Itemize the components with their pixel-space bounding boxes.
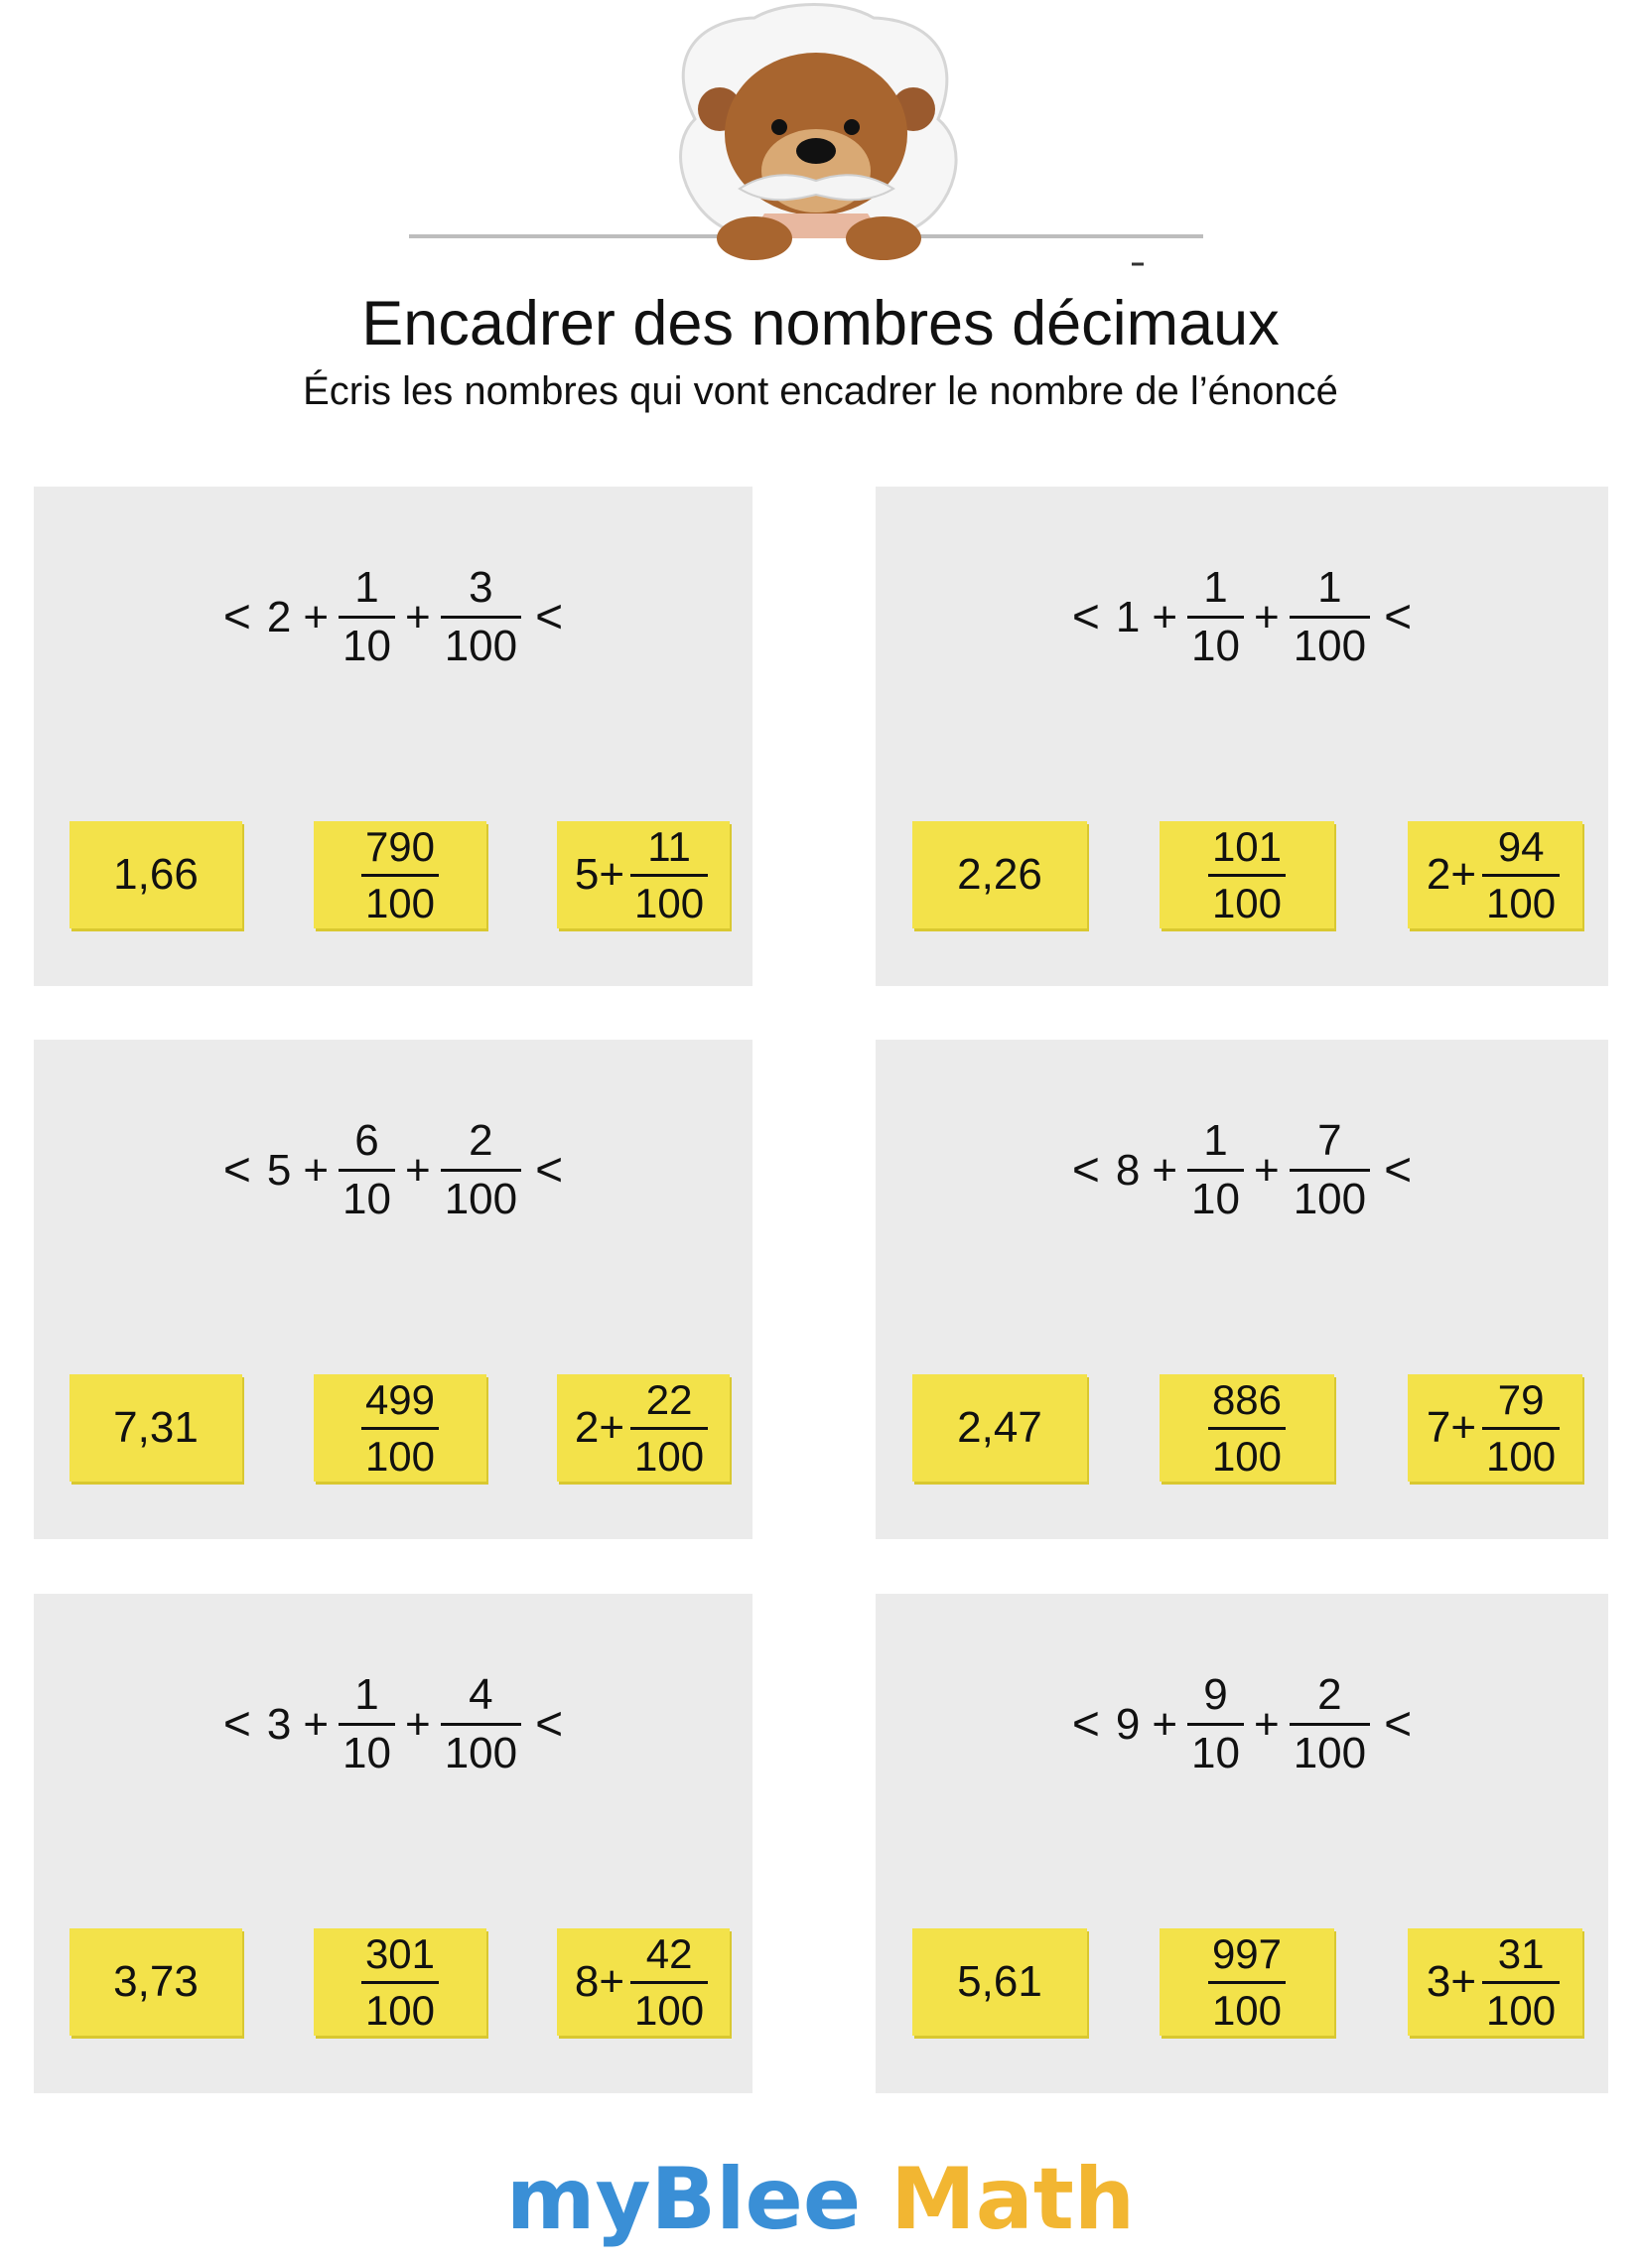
hundredths-fraction [441,563,521,670]
fraction [361,822,439,926]
fraction-numerator: 4 [469,1670,493,1719]
fraction-denominator: 100 [1208,1981,1286,2032]
less-than-sign-right: < [1384,1144,1413,1197]
plus-sign: + [1254,1145,1280,1195]
hundredths-fraction [441,1116,521,1223]
fraction [630,1375,708,1480]
fraction-numerator: 790 [364,822,436,870]
fraction-denominator: 100 [1482,1981,1560,2032]
decimal-value: 2,47 [957,1403,1042,1452]
fraction-denominator: 100 [361,1981,439,2032]
answer-tile[interactable] [69,1928,242,2036]
answer-tile[interactable] [314,1374,486,1482]
whole-part: 2+ [574,1403,625,1452]
number-expression [34,1116,752,1223]
fraction-denominator: 100 [441,616,521,668]
fraction [361,1375,439,1480]
decimal-value: 2,26 [957,850,1042,899]
number-expression [876,1116,1608,1223]
plus-sign: + [405,592,431,641]
less-than-sign-left: < [222,591,251,643]
less-than-sign-right: < [535,1144,564,1197]
fraction-denominator: 10 [1187,1723,1244,1775]
fraction-numerator: 101 [1211,822,1283,870]
answer-tile[interactable] [1160,1374,1334,1482]
answer-tile[interactable] [912,1374,1087,1482]
decimal-value: 5,61 [957,1957,1042,2006]
less-than-sign-right: < [1384,591,1413,643]
plus-sign: + [1152,592,1178,641]
answer-tile[interactable] [69,821,242,928]
fraction-denominator: 100 [630,1427,708,1478]
fraction [1482,1375,1560,1480]
less-than-sign-left: < [222,1698,251,1751]
less-than-sign-left: < [1071,1698,1100,1751]
fraction-denominator: 100 [1290,1723,1370,1775]
fraction-numerator: 79 [1497,1375,1545,1423]
answer-tile[interactable] [557,1374,730,1482]
whole-part: 1 [1115,592,1141,641]
fraction [361,1929,439,2034]
answer-tile[interactable] [557,1928,730,2036]
fraction-numerator: 1 [354,563,379,612]
less-than-sign-right: < [1384,1698,1413,1751]
tenths-fraction [339,1116,395,1223]
fraction-numerator: 1 [1203,1116,1228,1165]
fraction-denominator: 100 [1208,1427,1286,1478]
exercise-card [34,487,752,986]
decimal-value: 3,73 [113,1957,199,2006]
fraction-denominator: 10 [339,1723,395,1775]
plus-sign: + [1152,1145,1178,1195]
fraction-numerator: 7 [1317,1116,1342,1165]
page-subtitle: Écris les nombres qui vont encadrer le nombre de l’énoncé [303,369,1338,413]
whole-part: 2 [266,592,292,641]
hundredths-fraction [1290,563,1370,670]
answer-tiles [34,821,752,932]
fraction-numerator: 886 [1211,1375,1283,1423]
tenths-fraction [339,1670,395,1777]
fraction-numerator: 6 [354,1116,379,1165]
whole-part: 3 [266,1699,292,1749]
fraction-numerator: 499 [364,1375,436,1423]
answer-tiles [876,1928,1608,2040]
whole-part: 8+ [574,1957,625,2006]
answer-tile[interactable] [912,821,1087,928]
fraction [1482,822,1560,926]
less-than-sign-right: < [535,591,564,643]
whole-part: 8 [1115,1145,1141,1195]
whole-part: 3+ [1426,1957,1477,2006]
fraction-denominator: 10 [339,616,395,668]
fraction-numerator: 11 [647,822,691,870]
fraction-denominator: 100 [1482,1427,1560,1478]
myblee-math-logo [0,2150,1641,2249]
fraction-numerator: 997 [1211,1929,1283,1977]
less-than-sign-left: < [222,1144,251,1197]
fraction [1482,1929,1560,2034]
answer-tile[interactable] [1408,1928,1582,2036]
tenths-fraction [1187,1116,1244,1223]
answer-tile[interactable] [557,821,730,928]
fraction-denominator: 100 [1208,874,1286,924]
fraction-denominator: 100 [361,874,439,924]
tenths-fraction [339,563,395,670]
whole-part: 7+ [1426,1403,1477,1452]
bear-mascot-illustration [397,0,1251,278]
decimal-value: 7,31 [113,1403,199,1452]
plus-sign: + [303,592,330,641]
whole-part: 9 [1115,1699,1141,1749]
exercise-card [876,1040,1608,1539]
fraction-numerator: 1 [1203,563,1228,612]
fraction-numerator: 2 [469,1116,493,1165]
fraction-numerator: 22 [645,1375,693,1423]
fraction [1208,1929,1286,2034]
logo-part-math: Math [890,2150,1136,2249]
answer-tile[interactable] [314,1928,486,2036]
number-expression [34,1670,752,1777]
fraction-denominator: 100 [441,1169,521,1221]
exercise-card [876,487,1608,986]
plus-sign: + [1152,1699,1178,1749]
tenths-fraction [1187,1670,1244,1777]
tenths-fraction [1187,563,1244,670]
plus-sign: + [303,1145,330,1195]
fraction-denominator: 10 [1187,616,1244,668]
page-title: Encadrer des nombres décimaux [361,289,1280,358]
fraction [630,1929,708,2034]
fraction-denominator: 100 [441,1723,521,1775]
less-than-sign-left: < [1071,591,1100,643]
less-than-sign-right: < [535,1698,564,1751]
plus-sign: + [405,1699,431,1749]
decimal-value: 1,66 [113,850,199,899]
fraction-denominator: 100 [361,1427,439,1478]
less-than-sign-left: < [1071,1144,1100,1197]
exercise-card [876,1594,1608,2093]
answer-tile[interactable] [69,1374,242,1482]
fraction-numerator: 42 [645,1929,693,1977]
plus-sign: + [405,1145,431,1195]
fraction-denominator: 100 [630,1981,708,2032]
exercise-card [34,1594,752,2093]
answer-tile[interactable] [912,1928,1087,2036]
number-expression [876,1670,1608,1777]
plus-sign: + [1254,1699,1280,1749]
fraction-numerator: 3 [469,563,493,612]
fraction-denominator: 100 [1482,874,1560,924]
answer-tiles [876,1374,1608,1486]
answer-tiles [34,1928,752,2040]
fraction-numerator: 2 [1317,1670,1342,1719]
fraction [1208,1375,1286,1480]
answer-tiles [34,1374,752,1486]
fraction-denominator: 10 [339,1169,395,1221]
whole-part: 2+ [1426,850,1477,899]
answer-tile[interactable] [1160,1928,1334,2036]
plus-sign: + [303,1699,330,1749]
whole-part: 5 [266,1145,292,1195]
fraction [1208,822,1286,926]
number-expression [876,563,1608,670]
answer-tile[interactable] [1408,821,1582,928]
fraction-numerator: 301 [364,1929,436,1977]
fraction-numerator: 1 [354,1670,379,1719]
fraction-numerator: 31 [1497,1929,1545,1977]
answer-tile[interactable] [1408,1374,1582,1482]
fraction [630,822,708,926]
answer-tile[interactable] [1160,821,1334,928]
fraction-numerator: 9 [1203,1670,1228,1719]
fraction-denominator: 100 [630,874,708,924]
logo-part-myblee: myBlee [505,2150,862,2249]
answer-tiles [876,821,1608,932]
hundredths-fraction [1290,1116,1370,1223]
fraction-denominator: 100 [1290,616,1370,668]
hundredths-fraction [1290,1670,1370,1777]
fraction-numerator: 1 [1317,563,1342,612]
exercise-card [34,1040,752,1539]
fraction-numerator: 94 [1497,822,1545,870]
whole-part: 5+ [574,850,625,899]
plus-sign: + [1254,592,1280,641]
answer-tile[interactable] [314,821,486,928]
hundredths-fraction [441,1670,521,1777]
fraction-denominator: 10 [1187,1169,1244,1221]
fraction-denominator: 100 [1290,1169,1370,1221]
number-expression [34,563,752,670]
